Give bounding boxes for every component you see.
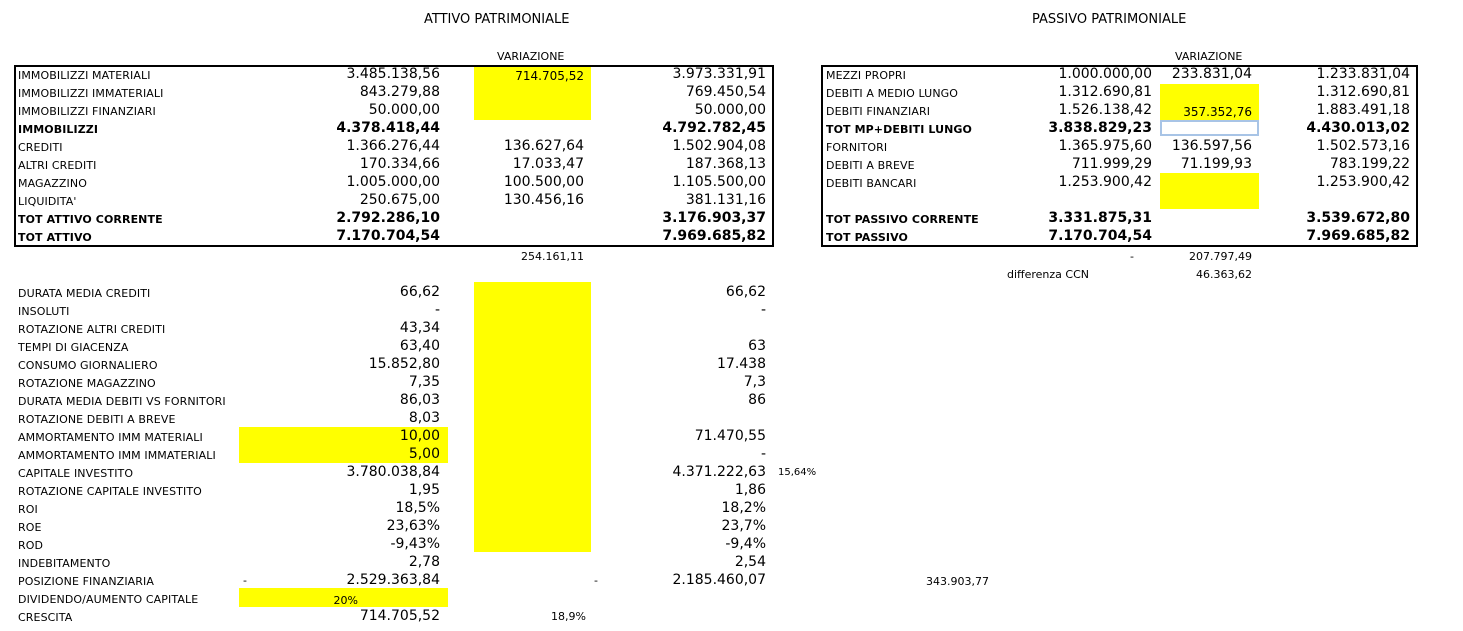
attivo-row-label: LIQUIDITA' <box>18 195 77 208</box>
passivo-row-value-after: 7.969.685,82 <box>1306 228 1410 244</box>
passivo-row-value-before: 1.312.690,81 <box>1058 84 1152 100</box>
indice-value-before: 18,5% <box>395 500 440 516</box>
attivo-row-value-after: 7.969.685,82 <box>662 228 766 244</box>
indice-label: CONSUMO GIORNALIERO <box>18 359 158 372</box>
indice-value-before: 5,00 <box>408 446 440 462</box>
indice-value-before: 2,78 <box>408 554 440 570</box>
indice-label: CAPITALE INVESTITO <box>18 467 134 480</box>
indice-value-after: 2,54 <box>734 554 766 570</box>
passivo-row-value-before: 7.170.704,54 <box>1048 228 1152 244</box>
passivo-row-value-after: 1.312.690,81 <box>1316 84 1410 100</box>
attivo-row-label: ALTRI CREDITI <box>18 159 97 172</box>
passivo-row-value-after: 3.539.672,80 <box>1306 210 1410 226</box>
passivo-row-variazione: 233.831,04 <box>1171 66 1252 82</box>
indice-label: ROE <box>18 521 42 534</box>
indice-value-after: 23,7% <box>721 518 766 534</box>
posizione-right: 343.903,77 <box>926 575 989 588</box>
indice-value-after: 18,2% <box>721 500 766 516</box>
differenza-ccn-value: 46.363,62 <box>1196 268 1252 281</box>
passivo-row-label: DEBITI A MEDIO LUNGO <box>826 87 959 100</box>
attivo-row-variazione: 17.033,47 <box>512 156 584 172</box>
indice-label: DURATA MEDIA DEBITI VS FORNITORI <box>18 395 226 408</box>
passivo-below-dash: - <box>1130 250 1134 263</box>
indice-label: ROTAZIONE CAPITALE INVESTITO <box>18 485 202 498</box>
passivo-row-value-before: 711.999,29 <box>1071 156 1152 172</box>
indice-value-after: 4.371.222,63 <box>672 464 766 480</box>
attivo-row-value-after: 50.000,00 <box>694 102 766 118</box>
indice-label: ROD <box>18 539 44 552</box>
differenza-ccn-label: differenza CCN <box>1007 268 1090 281</box>
indice-value-after: 66,62 <box>725 284 766 300</box>
indice-value-before: 7,35 <box>408 374 440 390</box>
passivo-below-value: 207.797,49 <box>1189 250 1252 263</box>
indice-value-after: 1,86 <box>734 482 766 498</box>
attivo-row-label: TOT ATTIVO CORRENTE <box>18 213 163 226</box>
variazione-left-header: VARIAZIONE <box>497 50 565 63</box>
indice-value-before: 63,40 <box>399 338 440 354</box>
indice-value-before: 8,03 <box>408 410 440 426</box>
posizione-dash-mid: - <box>594 574 598 587</box>
passivo-row-label: DEBITI BANCARI <box>826 177 917 190</box>
attivo-row-value-before: 7.170.704,54 <box>336 228 440 244</box>
indice-value-before: 66,62 <box>399 284 440 300</box>
indice-label: TEMPI DI GIACENZA <box>18 341 129 354</box>
capitale-pct: 15,64% <box>778 467 817 478</box>
passivo-row-value-after: 1.253.900,42 <box>1316 174 1410 190</box>
indice-label: INSOLUTI <box>18 305 70 318</box>
attivo-title: ATTIVO PATRIMONIALE <box>424 12 570 27</box>
indice-value-before: - <box>434 302 440 318</box>
indice-label: ROTAZIONE MAGAZZINO <box>18 377 156 390</box>
passivo-row-value-after: 1.883.491,18 <box>1316 102 1410 118</box>
attivo-row-label: CREDITI <box>18 141 63 154</box>
attivo-row-value-after: 187.368,13 <box>685 156 766 172</box>
attivo-row-value-before: 843.279,88 <box>359 84 440 100</box>
passivo-row-value-before: 1.526.138,42 <box>1058 102 1152 118</box>
highlight-indici-column <box>474 282 591 552</box>
attivo-row-label: IMMOBILIZZI <box>18 123 99 136</box>
attivo-row-value-before: 1.366.276,44 <box>346 138 440 154</box>
passivo-row-value-after: 1.502.573,16 <box>1316 138 1410 154</box>
attivo-below-value: 254.161,11 <box>521 250 584 263</box>
attivo-row-value-before: 250.675,00 <box>359 192 440 208</box>
attivo-row-value-after: 3.973.331,91 <box>672 66 766 82</box>
passivo-row-label: MEZZI PROPRI <box>826 69 906 82</box>
attivo-row-value-before: 4.378.418,44 <box>336 120 440 136</box>
indice-value-after: -9,4% <box>725 536 766 552</box>
passivo-row-value-after: 783.199,22 <box>1329 156 1410 172</box>
attivo-row-value-before: 2.792.286,10 <box>336 210 440 226</box>
attivo-row-variazione: 714.705,52 <box>515 69 584 83</box>
passivo-row-variazione: 357.352,76 <box>1183 105 1252 119</box>
crescita-pct: 18,9% <box>551 610 586 623</box>
indice-value-after: 17.438 <box>717 356 766 372</box>
passivo-row-value-before: 1.365.975,60 <box>1058 138 1152 154</box>
passivo-row-label: FORNITORI <box>826 141 888 154</box>
indice-label: AMMORTAMENTO IMM MATERIALI <box>18 431 203 444</box>
attivo-row-value-before: 3.485.138,56 <box>346 66 440 82</box>
attivo-row-label: IMMOBILIZZI MATERIALI <box>18 69 151 82</box>
indice-value-before: 2.529.363,84 <box>346 572 440 588</box>
indice-value-before: 86,03 <box>399 392 440 408</box>
attivo-row-label: MAGAZZINO <box>18 177 87 190</box>
indice-value-before: 20% <box>333 594 358 607</box>
passivo-row-value-before: 1.253.900,42 <box>1058 174 1152 190</box>
attivo-row-value-before: 1.005.000,00 <box>346 174 440 190</box>
indice-value-after: 71.470,55 <box>694 428 766 444</box>
attivo-row-value-after: 4.792.782,45 <box>662 120 766 136</box>
passivo-row-label: TOT PASSIVO CORRENTE <box>826 213 979 226</box>
indice-label: DIVIDENDO/AUMENTO CAPITALE <box>18 593 199 606</box>
attivo-row-label: IMMOBILIZZI FINANZIARI <box>18 105 156 118</box>
indice-label: ROI <box>18 503 38 516</box>
attivo-row-value-before: 170.334,66 <box>359 156 440 172</box>
indice-value-before: 43,34 <box>399 320 440 336</box>
attivo-row-variazione: 136.627,64 <box>503 138 584 154</box>
passivo-row-variazione: 136.597,56 <box>1171 138 1252 154</box>
attivo-row-label: TOT ATTIVO <box>18 231 92 244</box>
passivo-row-value-after: 4.430.013,02 <box>1306 120 1410 136</box>
indice-label: INDEBITAMENTO <box>18 557 111 570</box>
attivo-row-value-after: 3.176.903,37 <box>662 210 766 226</box>
indice-value-after: 2.185.460,07 <box>672 572 766 588</box>
indice-value-before: -9,43% <box>390 536 440 552</box>
posizione-dash-left: - <box>243 574 247 587</box>
attivo-row-variazione: 130.456,16 <box>503 192 584 208</box>
passivo-row-label: DEBITI A BREVE <box>826 159 915 172</box>
passivo-row-label: TOT MP+DEBITI LUNGO <box>826 123 972 136</box>
indice-value-after: - <box>760 302 766 318</box>
indice-label: ROTAZIONE ALTRI CREDITI <box>18 323 166 336</box>
indice-value-after: - <box>760 446 766 462</box>
indice-value-after: 7,3 <box>743 374 766 390</box>
indice-label: AMMORTAMENTO IMM IMMATERIALI <box>18 449 216 462</box>
passivo-row-label: TOT PASSIVO <box>826 231 908 244</box>
attivo-row-value-after: 769.450,54 <box>685 84 766 100</box>
attivo-row-value-after: 1.502.904,08 <box>672 138 766 154</box>
indice-label: POSIZIONE FINANZIARIA <box>18 575 155 588</box>
attivo-row-variazione: 100.500,00 <box>503 174 584 190</box>
variazione-right-header: VARIAZIONE <box>1175 50 1243 63</box>
indice-value-before: 3.780.038,84 <box>346 464 440 480</box>
passivo-row-value-before: 3.838.829,23 <box>1048 120 1152 136</box>
passivo-row-value-before: 1.000.000,00 <box>1058 66 1152 82</box>
indice-value-before: 714.705,52 <box>359 608 440 624</box>
attivo-row-label: IMMOBILIZZI IMMATERIALI <box>18 87 164 100</box>
attivo-row-value-after: 1.105.500,00 <box>672 174 766 190</box>
attivo-row-value-before: 50.000,00 <box>368 102 440 118</box>
passivo-row-value-after: 1.233.831,04 <box>1316 66 1410 82</box>
indice-label: ROTAZIONE DEBITI A BREVE <box>18 413 176 426</box>
indice-label: CRESCITA <box>18 611 73 624</box>
indice-value-before: 23,63% <box>386 518 440 534</box>
indice-value-before: 10,00 <box>399 428 440 444</box>
attivo-row-value-after: 381.131,16 <box>685 192 766 208</box>
indice-value-before: 15.852,80 <box>368 356 440 372</box>
indice-value-before: 1,95 <box>408 482 440 498</box>
passivo-row-label: DEBITI FINANZIARI <box>826 105 931 118</box>
passivo-title: PASSIVO PATRIMONIALE <box>1032 12 1187 27</box>
indice-value-after: 86 <box>748 392 766 408</box>
passivo-row-value-before: 3.331.875,31 <box>1048 210 1152 226</box>
indice-value-after: 63 <box>748 338 766 354</box>
passivo-row-variazione: 71.199,93 <box>1180 156 1252 172</box>
indice-label: DURATA MEDIA CREDITI <box>18 287 151 300</box>
